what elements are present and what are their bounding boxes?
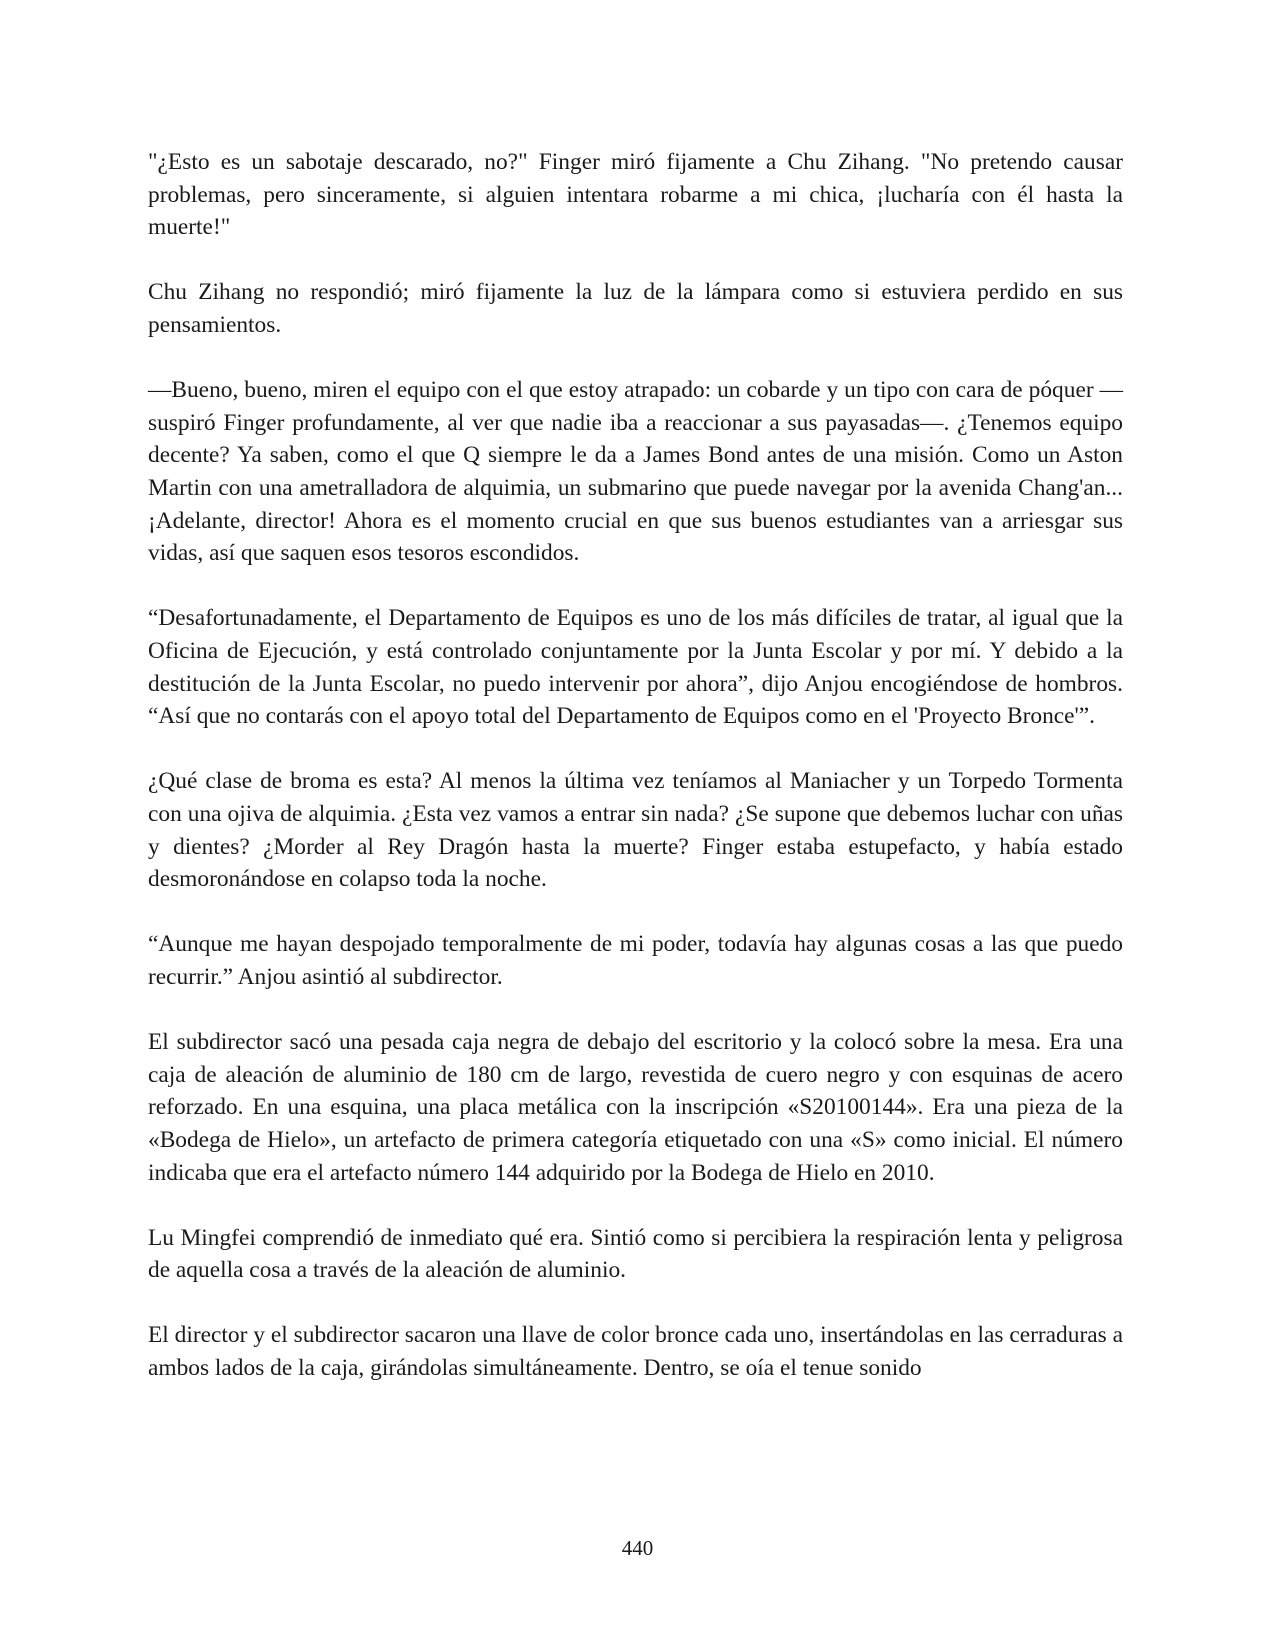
paragraph-2: Chu Zihang no respondió; miró fijamente la luz de la lámpara como si estuviera perdido en sus pensamientos.: [148, 279, 1123, 338]
body-text: [148, 146, 1123, 1417]
paragraph-5: ¿Qué clase de broma es esta? Al menos la última vez teníamos al Maniacher y un Torpedo Tormenta con una ojiva de alquimia. ¿Esta vez vamos a entrar sin nada? ¿Se supone que debemos luchar con uñas y dientes? ¿Morder al Rey Dragón hasta la muerte? Finger estaba estupefacto, y había estado desmoronándose en colapso toda la noche.: [148, 768, 1123, 893]
paragraph-3: —Bueno, bueno, miren el equipo con el que estoy atrapado: un cobarde y un tipo con cara de póquer —suspiró Finger profundamente, al ver que nadie iba a reaccionar a sus payasadas—. ¿Tenemos equipo decente? Ya saben, como el que Q siempre le da a James Bond antes de una misión. Como un Aston Martin con una ametralladora de alquimia, un submarino que puede navegar por la avenida Chang'an... ¡Adelante, director! Ahora es el momento crucial en que sus buenos estudiantes van a arriesgar sus vidas, así que saquen esos tesoros escondidos.: [148, 376, 1123, 567]
paragraph-4: “Desafortunadamente, el Departamento de Equipos es uno de los más difíciles de tratar, al igual que la Oficina de Ejecución, y está controlado conjuntamente por la Junta Escolar y por mí. Y debido a la destitución de la Junta Escolar, no puedo intervenir por ahora”, dijo Anjou encogiéndose de hombros. “Así que no contarás con el apoyo total del Departamento de Equipos como en el 'Proyecto Bronce'”.: [148, 605, 1123, 730]
paragraph-9: El director y el subdirector sacaron una llave de color bronce cada uno, insertándolas en las cerraduras a ambos lados de la caja, girándolas simultáneamente. Dentro, se oía el tenue sonido: [148, 1322, 1123, 1381]
paragraph-7: El subdirector sacó una pesada caja negra de debajo del escritorio y la colocó sobre la mesa. Era una caja de aleación de aluminio de 180 cm de largo, revestida de cuero negro y con esquinas de acero reforzado. En una esquina, una placa metálica con la inscripción «S20100144». Era una pieza de la «Bodega de Hielo», un artefacto de primera categoría etiquetado con una «S» como inicial. El número indicaba que era el artefacto número 144 adquirido por la Bodega de Hielo en 2010.: [148, 1028, 1123, 1186]
paragraph-8: Lu Mingfei comprendió de inmediato qué era. Sintió como si percibiera la respiración lenta y peligrosa de aquella cosa a través de la aleación de aluminio.: [148, 1224, 1123, 1284]
paragraph-1: "¿Esto es un sabotaje descarado, no?" Finger miró fijamente a Chu Zihang. "No pretendo causar problemas, pero sinceramente, si alguien intentara robarme a mi chica, ¡lucharía con él hasta la muerte!": [148, 149, 1123, 241]
page-number: 440: [621, 1536, 654, 1560]
paragraph-6: “Aunque me hayan despojado temporalmente de mi poder, todavía hay algunas cosas a las que puedo recurrir.” Anjou asintió al subdirector.: [148, 931, 1123, 990]
